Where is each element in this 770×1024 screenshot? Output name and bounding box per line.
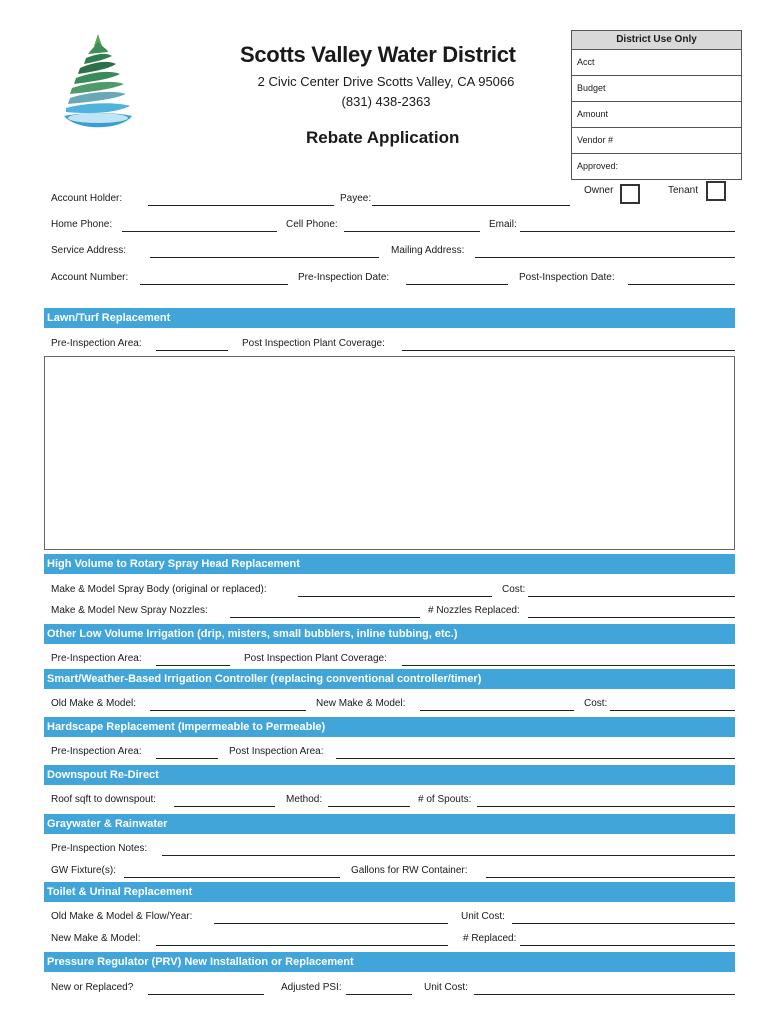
section-graywater: Graywater & Rainwater xyxy=(44,814,735,834)
section-low-volume: Other Low Volume Irrigation (drip, misters, small bubblers, inline tubbing, etc.) xyxy=(44,624,735,644)
owner-checkbox[interactable] xyxy=(620,184,640,204)
controller-cost-label: Cost: xyxy=(584,698,608,709)
post-inspection-date-label: Post-Inspection Date: xyxy=(519,272,615,283)
account-holder-field[interactable] xyxy=(148,205,334,206)
toilet-new-make-field[interactable] xyxy=(156,945,448,946)
rw-gallons-field[interactable] xyxy=(486,877,735,878)
lowvol-post-coverage-field[interactable] xyxy=(402,665,735,666)
prv-adjusted-psi-field[interactable] xyxy=(346,994,412,995)
org-name: Scotts Valley Water District xyxy=(240,42,516,67)
email-label: Email: xyxy=(489,219,517,230)
toilet-unit-cost-field[interactable] xyxy=(512,923,735,924)
district-row-budget: Budget xyxy=(572,76,741,102)
toilet-replaced-label: # Replaced: xyxy=(463,933,517,944)
toilet-old-make-field[interactable] xyxy=(214,923,448,924)
spouts-label: # of Spouts: xyxy=(418,794,472,805)
spray-cost-field[interactable] xyxy=(528,596,735,597)
lawn-post-coverage-field[interactable] xyxy=(402,350,735,351)
tenant-label: Tenant xyxy=(668,185,699,196)
prv-unit-cost-label: Unit Cost: xyxy=(424,982,468,993)
pre-inspection-date-label: Pre-Inspection Date: xyxy=(298,272,390,283)
lawn-pre-area-field[interactable] xyxy=(156,350,228,351)
cell-phone-field[interactable] xyxy=(344,231,480,232)
service-address-field[interactable] xyxy=(150,257,379,258)
pre-inspection-date-field[interactable] xyxy=(406,284,508,285)
service-address-label: Service Address: xyxy=(51,245,127,256)
lowvol-pre-area-field[interactable] xyxy=(156,665,230,666)
gw-fixtures-field[interactable] xyxy=(124,877,340,878)
prv-unit-cost-field[interactable] xyxy=(474,994,735,995)
account-number-label: Account Number: xyxy=(51,272,129,283)
spray-body-field[interactable] xyxy=(298,596,492,597)
lawn-pre-area-label: Pre-Inspection Area: xyxy=(51,338,142,349)
nozzles-replaced-label: # Nozzles Replaced: xyxy=(428,605,520,616)
hardscape-pre-area-label: Pre-Inspection Area: xyxy=(51,746,142,757)
owner-label: Owner xyxy=(584,185,614,196)
cell-phone-label: Cell Phone: xyxy=(286,219,338,230)
home-phone-label: Home Phone: xyxy=(51,219,113,230)
roof-sqft-field[interactable] xyxy=(174,806,275,807)
method-label: Method: xyxy=(286,794,323,805)
payee-field[interactable] xyxy=(372,205,570,206)
new-controller-label: New Make & Model: xyxy=(316,698,406,709)
nozzles-replaced-field[interactable] xyxy=(528,617,735,618)
mailing-address-field[interactable] xyxy=(475,257,735,258)
district-row-amount: Amount xyxy=(572,102,741,128)
lawn-sketch-area[interactable] xyxy=(44,356,735,550)
spouts-field[interactable] xyxy=(477,806,735,807)
post-inspection-date-field[interactable] xyxy=(628,284,735,285)
lowvol-pre-area-label: Pre-Inspection Area: xyxy=(51,653,142,664)
district-use-title: District Use Only xyxy=(572,31,741,50)
org-phone: (831) 438-2363 xyxy=(341,94,431,109)
hardscape-pre-area-field[interactable] xyxy=(156,758,218,759)
section-lawn-turf: Lawn/Turf Replacement xyxy=(44,308,735,328)
hardscape-post-area-label: Post Inspection Area: xyxy=(229,746,324,757)
spray-cost-label: Cost: xyxy=(502,584,526,595)
new-controller-field[interactable] xyxy=(420,710,574,711)
toilet-replaced-field[interactable] xyxy=(520,945,735,946)
email-field[interactable] xyxy=(520,231,735,232)
roof-sqft-label: Roof sqft to downspout: xyxy=(51,794,157,805)
section-downspout: Downspout Re-Direct xyxy=(44,765,735,785)
hardscape-post-area-field[interactable] xyxy=(336,758,735,759)
district-row-approved: Approved: xyxy=(577,161,619,171)
gw-notes-field[interactable] xyxy=(162,855,735,856)
home-phone-field[interactable] xyxy=(122,231,277,232)
account-number-field[interactable] xyxy=(140,284,288,285)
lowvol-post-coverage-label: Post Inspection Plant Coverage: xyxy=(244,653,387,664)
district-row-vendor: Vendor # xyxy=(572,128,741,154)
gw-fixtures-label: GW Fixture(s): xyxy=(51,865,116,876)
toilet-old-make-label: Old Make & Model & Flow/Year: xyxy=(51,911,193,922)
form-title: Rebate Application xyxy=(306,128,460,147)
toilet-new-make-label: New Make & Model: xyxy=(51,933,141,944)
spray-nozzles-label: Make & Model New Spray Nozzles: xyxy=(51,605,208,616)
section-controller: Smart/Weather-Based Irrigation Controller (replacing conventional controller/timer) xyxy=(44,669,735,689)
old-controller-field[interactable] xyxy=(150,710,306,711)
org-address: 2 Civic Center Drive Scotts Valley, CA 95066 xyxy=(257,74,515,89)
rw-gallons-label: Gallons for RW Container: xyxy=(351,865,468,876)
lawn-post-coverage-label: Post Inspection Plant Coverage: xyxy=(242,338,385,349)
section-prv: Pressure Regulator (PRV) New Installation or Replacement xyxy=(44,952,735,972)
section-toilet: Toilet & Urinal Replacement xyxy=(44,882,735,902)
tenant-checkbox[interactable] xyxy=(706,181,726,201)
district-use-box xyxy=(571,30,742,180)
spray-nozzles-field[interactable] xyxy=(230,617,420,618)
prv-adjusted-psi-label: Adjusted PSI: xyxy=(281,982,342,993)
spray-body-label: Make & Model Spray Body (original or replaced): xyxy=(51,584,267,595)
prv-new-replaced-field[interactable] xyxy=(148,994,264,995)
mailing-address-label: Mailing Address: xyxy=(391,245,465,256)
payee-label: Payee: xyxy=(340,193,372,204)
district-row-acct: Acct xyxy=(572,50,741,76)
district-logo xyxy=(58,32,138,138)
gw-notes-label: Pre-Inspection Notes: xyxy=(51,843,148,854)
section-hardscape: Hardscape Replacement (Impermeable to Permeable) xyxy=(44,717,735,737)
section-rotary-spray: High Volume to Rotary Spray Head Replacement xyxy=(44,554,735,574)
account-holder-label: Account Holder: xyxy=(51,193,123,204)
toilet-unit-cost-label: Unit Cost: xyxy=(461,911,505,922)
old-controller-label: Old Make & Model: xyxy=(51,698,137,709)
prv-new-replaced-label: New or Replaced? xyxy=(51,982,134,993)
controller-cost-field[interactable] xyxy=(610,710,735,711)
method-field[interactable] xyxy=(328,806,410,807)
